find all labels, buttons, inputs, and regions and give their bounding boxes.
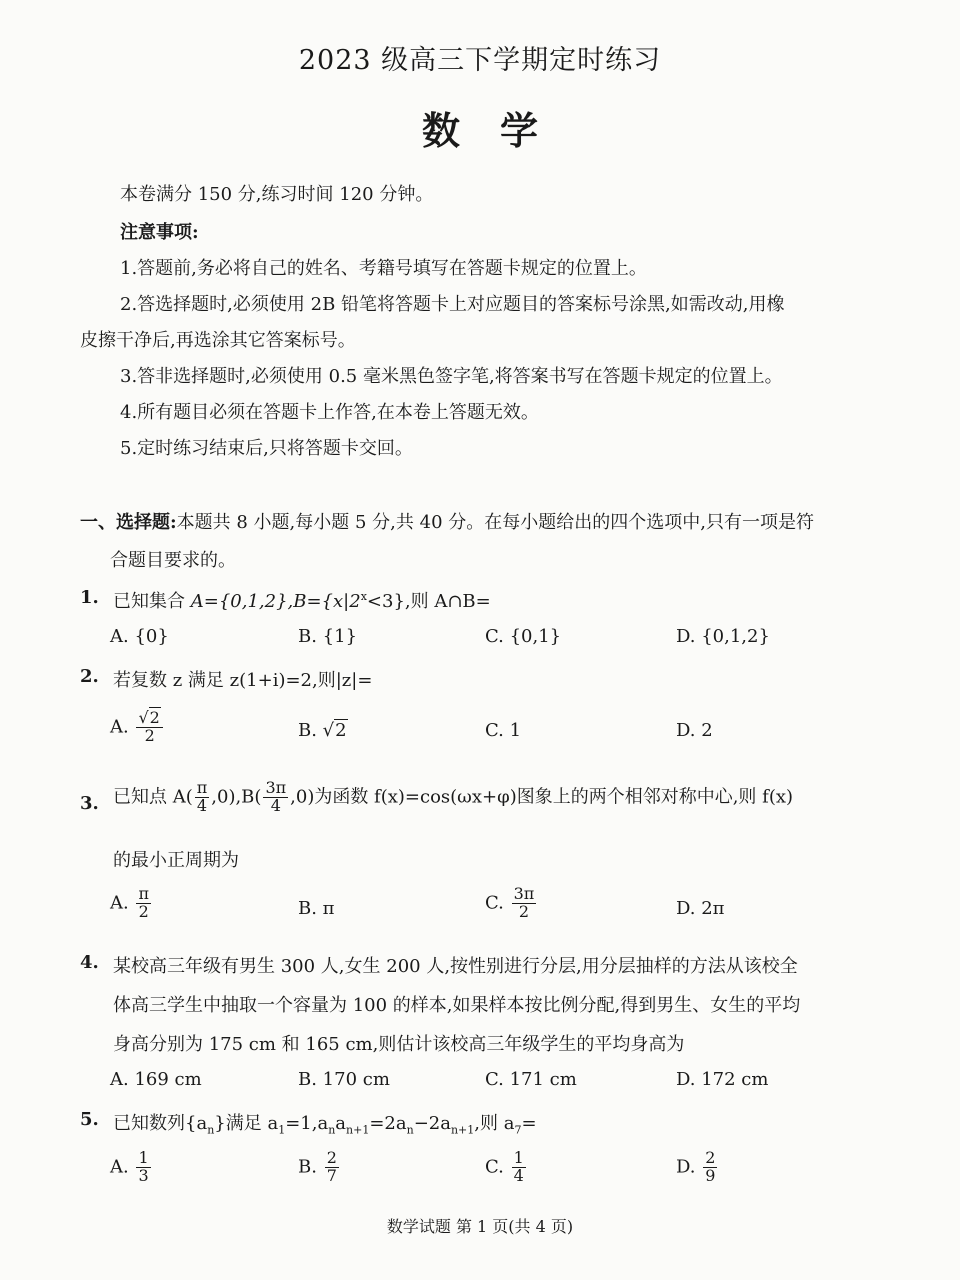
q5-option-a bbox=[110, 1150, 153, 1185]
q5-option-d-num: 2 bbox=[705, 1148, 716, 1167]
q1-stem-a: 已知集合 bbox=[113, 591, 191, 612]
q5-stem-7: ,则 a bbox=[474, 1113, 515, 1134]
q5-option-c-den: 4 bbox=[513, 1165, 524, 1185]
q3-stem bbox=[113, 780, 793, 815]
q3-option-c-label: C. bbox=[485, 892, 504, 914]
q5-stem bbox=[113, 1109, 537, 1137]
q3-option-a-fraction bbox=[136, 886, 151, 921]
q3-frac-2-den: 4 bbox=[270, 795, 281, 815]
q1-option-c: C. {0,1} bbox=[485, 626, 562, 647]
note-4: 4.所有题目必须在答题卡上作答,在本卷上答题无效。 bbox=[120, 402, 539, 423]
q3-option-c-num: 3π bbox=[513, 884, 535, 903]
q1-number: 1. bbox=[80, 587, 99, 608]
q3-frac-2-num: 3π bbox=[265, 778, 287, 797]
q2-option-d: D. 2 bbox=[676, 720, 713, 741]
q5-option-c-num: 1 bbox=[513, 1148, 524, 1167]
q3-option-b: B. π bbox=[298, 898, 335, 919]
q5-stem-1: 已知数列{a bbox=[113, 1113, 208, 1134]
q2-option-b-label: B. bbox=[298, 720, 317, 741]
q5-option-d-fraction bbox=[703, 1150, 717, 1185]
page-footer: 数学试题 第 1 页(共 4 页) bbox=[386, 1217, 574, 1236]
section1-heading: 一、选择题: bbox=[80, 512, 177, 533]
note-5: 5.定时练习结束后,只将答题卡交回。 bbox=[120, 438, 413, 459]
q1-option-a: A. {0} bbox=[110, 626, 169, 647]
q3-option-c-fraction bbox=[512, 886, 537, 921]
q5-option-a-fraction bbox=[136, 1150, 150, 1185]
q3-option-c-den: 2 bbox=[518, 901, 530, 921]
q5-sub-n1-b: n+1 bbox=[450, 1123, 475, 1137]
notes-title: 注意事项: bbox=[120, 222, 199, 243]
q5-stem-8: = bbox=[521, 1113, 537, 1134]
q5-option-d-den: 9 bbox=[705, 1165, 716, 1185]
q2-option-a-num: 2 bbox=[149, 708, 160, 727]
q3-frac-1-den: 4 bbox=[196, 795, 208, 815]
q2-option-b: B. √2 bbox=[298, 720, 347, 741]
q2-number: 2. bbox=[80, 666, 99, 687]
q3-number: 3. bbox=[80, 793, 99, 814]
q4-number: 4. bbox=[80, 952, 99, 973]
note-2-cont: 皮擦干净后,再选涂其它答案标号。 bbox=[80, 330, 356, 351]
q5-option-b bbox=[298, 1150, 341, 1185]
q5-option-b-den: 7 bbox=[326, 1165, 337, 1185]
q2-option-a-label: A. bbox=[110, 716, 129, 738]
q5-stem-2: }满足 a bbox=[214, 1113, 279, 1134]
q5-option-b-num: 2 bbox=[326, 1148, 337, 1167]
q5-number: 5. bbox=[80, 1109, 99, 1130]
q3-stem-2: ,0),B( bbox=[211, 786, 262, 808]
note-3: 3.答非选择题时,必须使用 0.5 毫米黑色签字笔,将答案书写在答题卡规定的位置上。 bbox=[120, 366, 783, 387]
q3-stem-1: 已知点 A( bbox=[113, 786, 193, 808]
q4-option-b: B. 170 cm bbox=[298, 1069, 390, 1090]
section1-desc2: 合题目要求的。 bbox=[110, 550, 236, 571]
q3-option-c bbox=[485, 886, 538, 921]
q1-stem bbox=[113, 587, 491, 613]
q5-option-c-label: C. bbox=[485, 1156, 504, 1178]
section1-desc1: 本题共 8 小题,每小题 5 分,共 40 分。在每小题给出的四个选项中,只有一项是符 bbox=[176, 512, 814, 533]
q5-sub-n-b: n bbox=[328, 1123, 336, 1137]
q1-option-d: D. {0,1,2} bbox=[676, 626, 770, 647]
note-2: 2.答选择题时,必须使用 2B 铅笔将答题卡上对应题目的答案标号涂黑,如需改动,用橡 bbox=[120, 294, 785, 315]
q5-sub-1: 1 bbox=[278, 1123, 286, 1137]
q5-stem-4: a bbox=[335, 1113, 347, 1134]
q3-stem-3: ,0)为函数 f(x)=cos(ωx+φ)图象上的两个相邻对称中心,则 f(x) bbox=[290, 786, 794, 808]
q2-option-a bbox=[110, 710, 165, 745]
score-line: 本卷满分 150 分,练习时间 120 分钟。 bbox=[120, 184, 434, 205]
q5-option-c-fraction bbox=[512, 1150, 526, 1185]
q5-option-a-num: 1 bbox=[138, 1148, 149, 1167]
q3-option-a-num: π bbox=[138, 884, 149, 903]
q3-option-a-den: 2 bbox=[138, 901, 149, 921]
q3-frac-1 bbox=[195, 780, 210, 815]
q5-option-c bbox=[485, 1150, 528, 1185]
q4-option-c: C. 171 cm bbox=[485, 1069, 577, 1090]
q4-option-a: A. 169 cm bbox=[110, 1069, 202, 1090]
subject-title: 数学 bbox=[421, 108, 578, 153]
q4-line-1: 某校高三年级有男生 300 人,女生 200 人,按性别进行分层,用分层抽样的方法从该校全 bbox=[113, 956, 798, 977]
q2-option-a-fraction: $\frac{√2}{2}$ bbox=[136, 710, 162, 745]
q4-line-3: 身高分别为 175 cm 和 165 cm,则估计该校高三年级学生的平均身高为 bbox=[113, 1034, 685, 1055]
q1-set-b: B={x|2 bbox=[293, 591, 361, 612]
section1-line1 bbox=[80, 508, 814, 534]
q4-option-d: D. 172 cm bbox=[676, 1069, 769, 1090]
q4-line-2: 体高三学生中抽取一个容量为 100 的样本,如果样本按比例分配,得到男生、女生的平均 bbox=[113, 995, 801, 1016]
q1-option-b: B. {1} bbox=[298, 626, 358, 647]
q5-stem-3: =1,a bbox=[285, 1113, 329, 1134]
q2-option-c: C. 1 bbox=[485, 720, 522, 741]
q3-frac-2 bbox=[263, 780, 288, 815]
q2-option-b-rad: 2 bbox=[335, 720, 347, 741]
q5-option-a-den: 3 bbox=[138, 1165, 149, 1185]
q5-sub-n-a: n bbox=[207, 1123, 215, 1137]
q5-option-a-label: A. bbox=[110, 1156, 129, 1178]
q3-option-a-label: A. bbox=[110, 892, 129, 914]
q2-stem: 若复数 z 满足 z(1+i)=2,则|z|= bbox=[113, 670, 373, 691]
q1-set-a: A={0,1,2}, bbox=[190, 591, 294, 612]
q2-option-a-den: 2 bbox=[144, 725, 155, 745]
note-1: 1.答题前,务必将自己的姓名、考籍号填写在答题卡规定的位置上。 bbox=[120, 258, 647, 279]
q1-sup: x bbox=[360, 590, 367, 603]
q5-sub-n-c: n bbox=[406, 1123, 414, 1137]
q3-option-a bbox=[110, 886, 153, 921]
q5-sub-7: 7 bbox=[514, 1123, 522, 1137]
q3-stem-line2: 的最小正周期为 bbox=[113, 850, 239, 871]
exam-title: 2023 级高三下学期定时练习 bbox=[298, 45, 662, 76]
q5-option-d bbox=[676, 1150, 719, 1185]
q3-option-d: D. 2π bbox=[676, 898, 725, 919]
q1-set-b-end: <3},则 A∩B= bbox=[366, 591, 491, 612]
q5-stem-6: −2a bbox=[413, 1113, 451, 1134]
q5-option-d-label: D. bbox=[676, 1156, 696, 1178]
q3-frac-1-num: π bbox=[196, 778, 208, 797]
q5-option-b-fraction bbox=[325, 1150, 339, 1185]
q5-sub-n1-a: n+1 bbox=[346, 1123, 370, 1137]
q5-option-b-label: B. bbox=[298, 1156, 317, 1178]
q5-stem-5: =2a bbox=[369, 1113, 407, 1134]
